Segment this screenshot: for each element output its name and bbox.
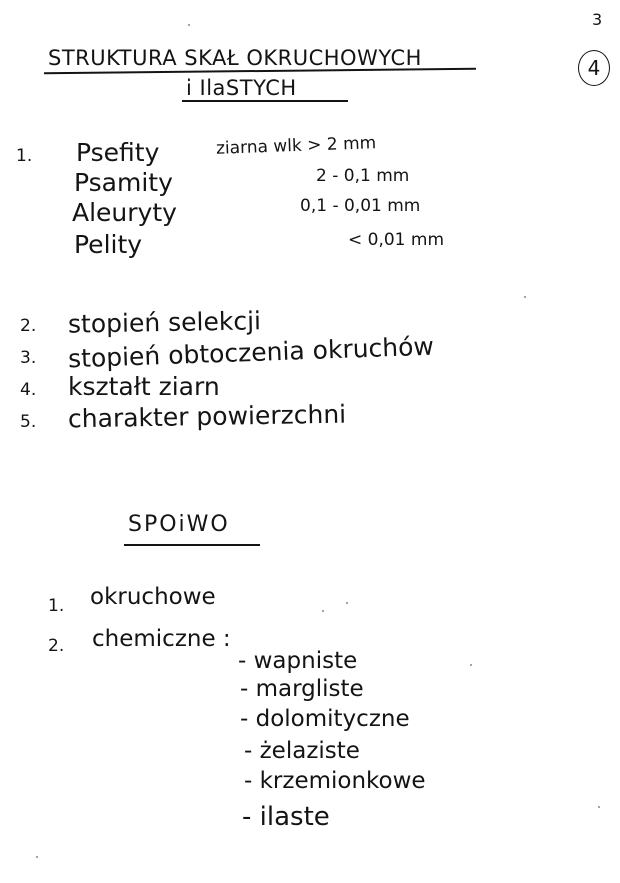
grain-name: Aleuryty: [72, 198, 177, 227]
chemical-type: - margliste: [240, 676, 364, 702]
grain-name: Psefity: [76, 138, 160, 167]
scan-speck: [598, 806, 600, 808]
section-heading-underline: [124, 544, 260, 546]
chemical-type: - ilaste: [242, 802, 330, 832]
spoiwo-item-text: chemiczne :: [92, 626, 231, 652]
spoiwo-item-text: okruchowe: [90, 584, 216, 610]
feature-text: stopień selekcji: [67, 306, 262, 339]
title-line-2: i IlaSTYCH: [186, 76, 297, 100]
spoiwo-item-number: 2.: [48, 636, 65, 656]
chemical-type: - dolomityczne: [240, 706, 410, 732]
chemical-type: - żelaziste: [244, 738, 360, 764]
grain-size: < 0,01 mm: [348, 230, 445, 250]
grain-name: Psamity: [74, 168, 173, 197]
scan-speck: [188, 24, 190, 26]
scan-speck: [322, 610, 324, 612]
scan-speck: [36, 856, 38, 858]
page-mark: 3: [592, 10, 603, 29]
title-underline-2: [182, 100, 348, 102]
spoiwo-item-number: 1.: [48, 596, 65, 616]
grain-section-number: 1.: [16, 146, 33, 166]
scan-speck: [346, 602, 348, 604]
page-number-circle: 4: [578, 50, 610, 86]
feature-number: 4.: [20, 380, 37, 400]
grain-size: 2 - 0,1 mm: [316, 166, 410, 186]
scan-speck: [524, 296, 526, 298]
section-heading: SPOiWO: [128, 512, 230, 537]
feature-number: 5.: [20, 412, 37, 432]
feature-text: kształt ziarn: [68, 372, 220, 401]
grain-name: Pelity: [74, 230, 143, 259]
scan-speck: [470, 664, 472, 666]
grain-size: ziarna wlk > 2 mm: [215, 133, 377, 159]
feature-text: charakter powierzchni: [67, 399, 347, 434]
chemical-type: - wapniste: [238, 648, 358, 674]
title-line-1: STRUKTURA SKAŁ OKRUCHOWYCH: [48, 46, 422, 70]
feature-number: 2.: [20, 316, 37, 336]
grain-size: 0,1 - 0,01 mm: [300, 196, 421, 216]
feature-number: 3.: [20, 348, 37, 368]
chemical-type: - krzemionkowe: [244, 768, 426, 794]
feature-text: stopień obtoczenia okruchów: [67, 331, 435, 374]
